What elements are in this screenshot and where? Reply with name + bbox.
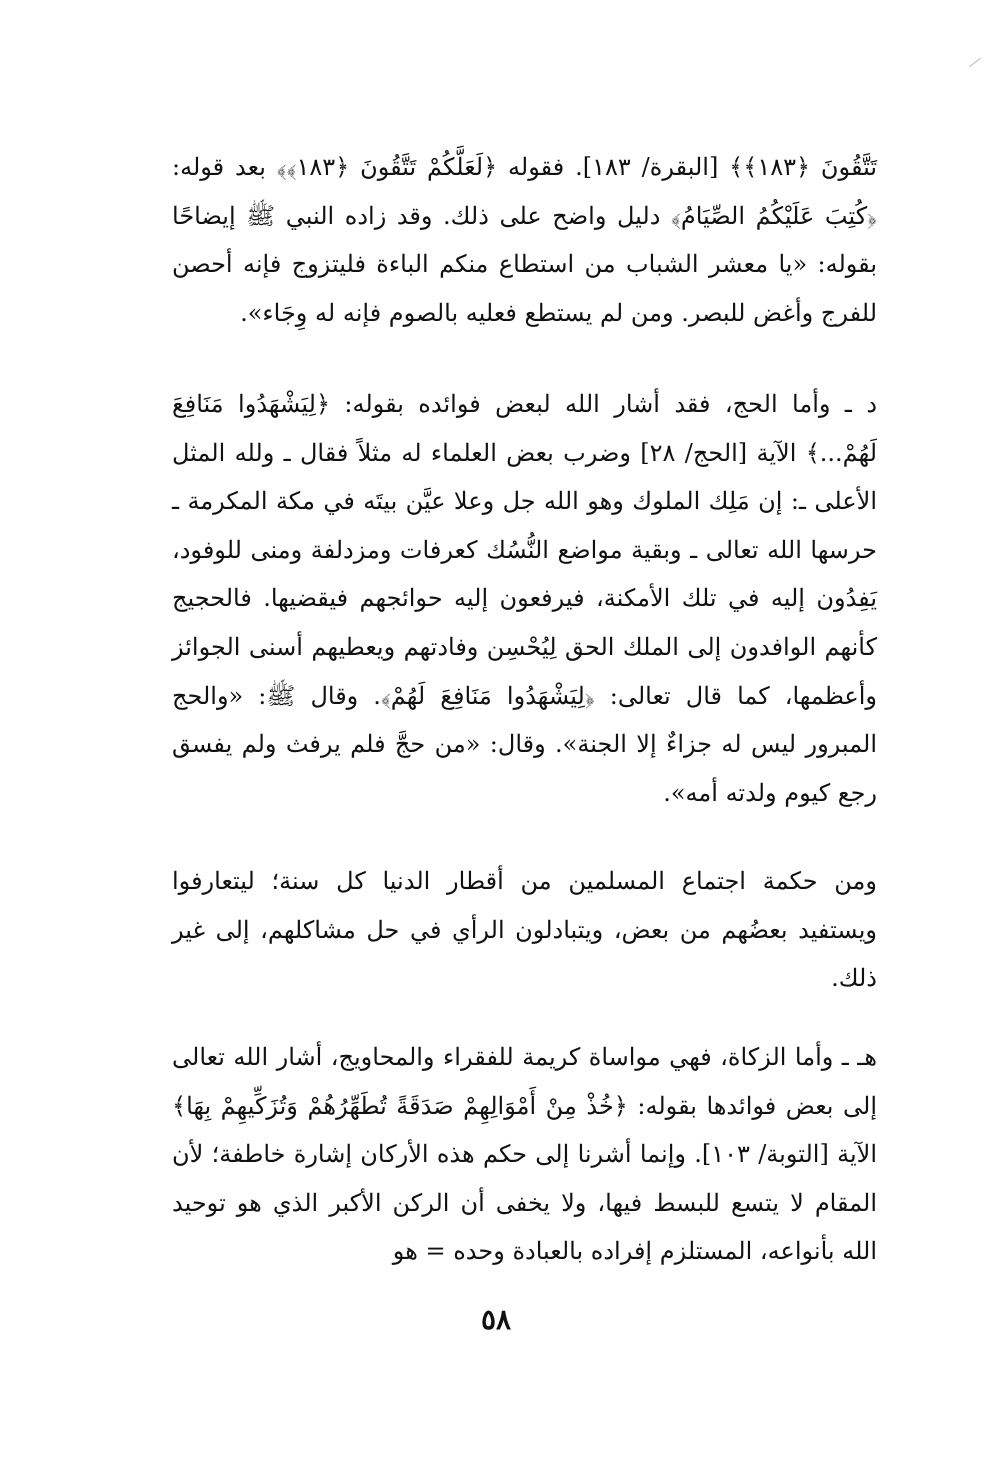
paragraph-text: ومن حكمة اجتماع المسلمين من أقطار الدنيا كل سنة؛ ليتعارفوا ويستفيد بعضُهم من بعض، ويتبادلون الرأي في حل مشاكلهم، إلى غير ذلك.	[172, 867, 877, 993]
paragraph-fasting	[172, 143, 877, 337]
paragraph-gathering	[172, 857, 877, 1003]
paragraph-text: تَتَّقُونَ ﴿١٨٣﴾﴾ [البقرة/ ١٨٣]. فقوله ﴿لَعَلَّكُمْ تَتَّقُونَ ﴿١٨٣﴾﴾ بعد قوله: ﴿كُتِبَ عَلَيْكُمُ الصِّيَامُ﴾ دليل واضح على ذلك. وقد زاده النبي ﷺ إيضاحًا بقوله: «يا معشر الشباب من استطاع منكم الباءة فليتزوج فإنه أحصن للفرج وأغض للبصر. ومن لم يستطع فعليه بالصوم فإنه له وِجَاء».	[172, 153, 878, 327]
paragraph-hajj	[172, 380, 877, 817]
corner-mark	[969, 58, 981, 67]
paragraph-text: هـ ـ وأما الزكاة، فهي مواساة كريمة للفقراء والمحاويج، أشار الله تعالى إلى بعض فوائدها بقوله: ﴿خُذْ مِنْ أَمْوَالِهِمْ صَدَقَةً تُطَهِّرُهُمْ وَتُزَكِّيهِمْ بِهَا﴾ الآية [التوبة/ ١٠٣]. وإنما أشرنا إلى حكم هذه الأركان إشارة خاطفة؛ لأن المقام لا يتسع للبسط فيها، ولا يخفى أن الركن الأكبر الذي هو توحيد الله بأنواعه، المستلزم إفراده بالعبادة وحده = هو	[172, 1043, 877, 1266]
paragraph-zakat	[172, 1033, 877, 1276]
paragraph-text: د ـ وأما الحج، فقد أشار الله لبعض فوائده بقوله: ﴿لِيَشْهَدُوا مَنَافِعَ لَهُمْ...﴾ الآية [الحج/ ٢٨] وضرب بعض العلماء له مثلاً فقال ـ ولله المثل الأعلى ـ: إن مَلِك الملوك وهو الله جل وعلا عيَّن بيتَه في مكة المكرمة ـ حرسها الله تعالى ـ وبقية مواضع النُّسُك كعرفات ومزدلفة ومنى للوفود، يَفِدُون إليه في تلك الأمكنة، فيرفعون إليه حوائجهم فيقضيها. فالحجيج كأنهم الوافدون إلى الملك الحق لِيُحْسِن وفادتهم ويعطيهم أسنى الجوائز وأعظمها، كما قال تعالى: ﴿لِيَشْهَدُوا مَنَافِعَ لَهُمْ﴾. وقال ﷺ: «والحج المبرور ليس له جزاءٌ إلا الجنة». وقال: «من حجَّ فلم يرفث ولم يفسق رجع كيوم ولدته أمه».	[172, 390, 878, 807]
page-number: ٥٨	[480, 1303, 512, 1336]
